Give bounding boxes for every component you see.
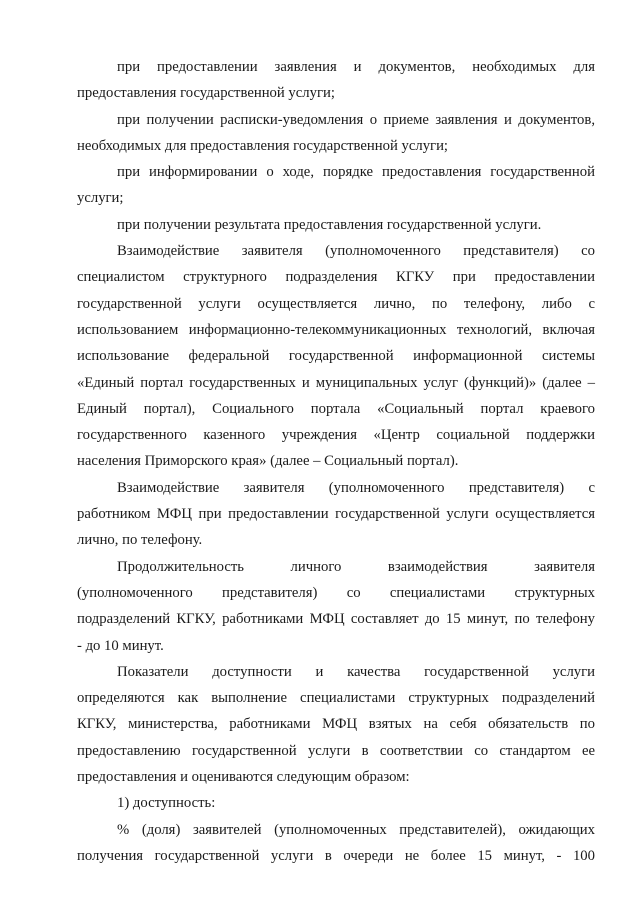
text-line: при получении расписки-уведомления о приеме заявления и документов,: [117, 111, 595, 128]
text-line: при предоставлении заявления и документов, необходимых для: [117, 59, 595, 75]
text-line: предоставления государственной услуги;: [77, 85, 335, 102]
text-line: Продолжительность личного взаимодействия заявителя: [117, 558, 595, 575]
text-line: Взаимодействие заявителя (уполномоченного представителя) со: [117, 243, 595, 260]
document-body: [77, 54, 595, 869]
text-line: 1) доступность:: [117, 795, 216, 812]
text-line: работником МФЦ при предоставлении государственной услуги осуществляется: [77, 506, 595, 523]
text-line: населения Приморского края» (далее – Социальный портал).: [77, 453, 459, 470]
text-line: получения государственной услуги в очереди не более 15 минут, - 100: [77, 847, 595, 864]
text-line: - до 10 минут.: [77, 637, 164, 654]
text-line: при получении результата предоставления государственной услуги.: [117, 216, 542, 233]
text-line: государственного казенного учреждения «Центр социальной поддержки: [77, 427, 595, 444]
text-line: Взаимодействие заявителя (уполномоченного представителя) с: [117, 479, 595, 496]
text-line: государственной услуги осуществляется лично, по телефону, либо с: [77, 295, 595, 312]
text-line: при информировании о ходе, порядке предоставления государственной: [117, 164, 595, 181]
text-line: Показатели доступности и качества государственной услуги: [117, 663, 595, 680]
text-line: Единый портал), Социального портала «Социальный портал краевого: [77, 400, 595, 417]
text-line: предоставления и оцениваются следующим образом:: [77, 769, 410, 786]
text-line: лично, по телефону.: [77, 532, 203, 549]
text-line: подразделений КГКУ, работниками МФЦ составляет до 15 минут, по телефону: [77, 611, 595, 628]
text-line: «Единый портал государственных и муниципальных услуг (функций)» (далее –: [77, 374, 595, 391]
text-line: определяются как выполнение специалистами структурных подразделений: [77, 690, 595, 707]
text-line: специалистом структурного подразделения КГКУ при предоставлении: [77, 269, 595, 286]
text-line: необходимых для предоставления государственной услуги;: [77, 137, 449, 154]
text-line: использование федеральной государственной информационной системы: [77, 348, 595, 365]
text-line: (уполномоченного представителя) со специалистами структурных: [77, 584, 595, 601]
text-line: услуги;: [77, 190, 124, 207]
text-line: использованием информационно-телекоммуникационных технологий, включая: [77, 321, 595, 338]
text-line: предоставлению государственной услуги в соответствии со стандартом ее: [77, 742, 595, 759]
text-line: КГКУ, министерства, работниками МФЦ взятых на себя обязательств по: [77, 716, 595, 733]
text-line: % (доля) заявителей (уполномоченных представителей), ожидающих: [117, 821, 595, 838]
